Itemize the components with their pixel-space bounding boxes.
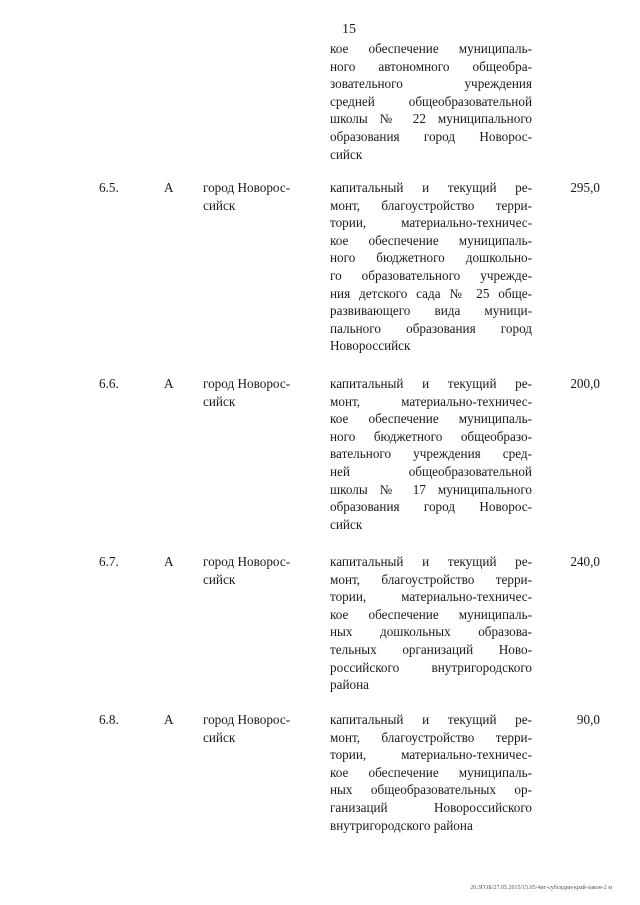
place-line: город Новорос- bbox=[203, 712, 291, 727]
text-line: средней общеобразовательной bbox=[330, 93, 532, 109]
place-line: сийск bbox=[203, 393, 236, 409]
page-number: 15 bbox=[342, 22, 356, 37]
row-place bbox=[203, 711, 313, 746]
row-place bbox=[203, 553, 313, 588]
row-amount: 295,0 bbox=[570, 180, 600, 195]
text-line: школы № 22 муниципального bbox=[330, 111, 532, 127]
text-line: тории, материально-техничес- bbox=[330, 747, 532, 763]
text-line: сийск bbox=[330, 146, 363, 162]
text-line: ного бюджетного дошкольно- bbox=[330, 250, 532, 266]
row-description bbox=[330, 375, 532, 533]
row-description bbox=[330, 553, 532, 694]
text-line: монт, благоустройство терри- bbox=[330, 197, 532, 213]
text-line: тории, материально-техничес- bbox=[330, 215, 532, 231]
continued-description bbox=[330, 40, 532, 163]
text-line: капитальный и текущий ре- bbox=[330, 712, 532, 727]
text-line: тории, материально-техничес- bbox=[330, 589, 532, 605]
text-line: кое обеспечение муниципаль- bbox=[330, 606, 532, 622]
text-line: кое обеспечение муниципаль- bbox=[330, 232, 532, 248]
text-line: кое обеспечение муниципаль- bbox=[330, 764, 532, 780]
text-line: тельных организаций Ново- bbox=[330, 641, 532, 657]
row-amount: 90,0 bbox=[576, 712, 600, 727]
text-line: ного бюджетного общеобразо- bbox=[330, 428, 532, 444]
row-category: А bbox=[164, 554, 174, 569]
row-amount: 240,0 bbox=[570, 554, 600, 569]
text-line: ного автономного общеобра- bbox=[330, 58, 532, 74]
text-line: кое обеспечение муниципаль- bbox=[330, 411, 532, 427]
text-line: внутригородского района bbox=[330, 817, 473, 833]
row-number: 6.5. bbox=[99, 180, 119, 195]
text-line: монт, благоустройство терри- bbox=[330, 571, 532, 587]
text-line: ней общеобразовательной bbox=[330, 463, 532, 479]
text-line: Новороссийск bbox=[330, 338, 411, 354]
text-line: ных общеобразовательных ор- bbox=[330, 782, 532, 798]
text-line: вательного учреждения сред- bbox=[330, 446, 532, 462]
document-footer: 20.3ГОБ/27.05.2015/15.05/4ит-субсидии-край-закон-2 м bbox=[470, 885, 612, 891]
place-line: город Новорос- bbox=[203, 180, 291, 195]
text-line: монт, благоустройство терри- bbox=[330, 729, 532, 745]
place-line: сийск bbox=[203, 729, 236, 745]
row-place bbox=[203, 179, 313, 214]
text-line: пального образования город bbox=[330, 320, 532, 336]
text-line: капитальный и текущий ре- bbox=[330, 376, 532, 391]
text-line: го образовательного учрежде- bbox=[330, 267, 532, 283]
text-line: сийск bbox=[330, 516, 363, 532]
text-line: российского внутригородского bbox=[330, 659, 532, 675]
place-line: город Новорос- bbox=[203, 554, 291, 569]
text-line: кое обеспечение муниципаль- bbox=[330, 41, 532, 56]
row-amount: 200,0 bbox=[570, 376, 600, 391]
text-line: капитальный и текущий ре- bbox=[330, 554, 532, 569]
place-line: сийск bbox=[203, 571, 236, 587]
row-number: 6.6. bbox=[99, 376, 119, 391]
row-number: 6.7. bbox=[99, 554, 119, 569]
row-place bbox=[203, 375, 313, 410]
text-line: зовательного учреждения bbox=[330, 76, 532, 92]
row-description bbox=[330, 179, 532, 355]
text-line: ния детского сада № 25 обще- bbox=[330, 285, 532, 301]
text-line: капитальный и текущий ре- bbox=[330, 180, 532, 195]
row-category: А bbox=[164, 180, 174, 195]
text-line: монт, материально-техничес- bbox=[330, 393, 532, 409]
text-line: развивающего вида муници- bbox=[330, 303, 532, 319]
text-line: ных дошкольных образова- bbox=[330, 624, 532, 640]
row-number: 6.8. bbox=[99, 712, 119, 727]
row-description bbox=[330, 711, 532, 834]
text-line: района bbox=[330, 677, 370, 693]
place-line: сийск bbox=[203, 197, 236, 213]
text-line: ганизаций Новороссийского bbox=[330, 799, 532, 815]
text-line: школы № 17 муниципального bbox=[330, 481, 532, 497]
text-line: образования город Новорос- bbox=[330, 128, 532, 144]
text-line: образования город Новорос- bbox=[330, 499, 532, 515]
place-line: город Новорос- bbox=[203, 376, 291, 391]
row-category: А bbox=[164, 376, 174, 391]
row-category: А bbox=[164, 712, 174, 727]
